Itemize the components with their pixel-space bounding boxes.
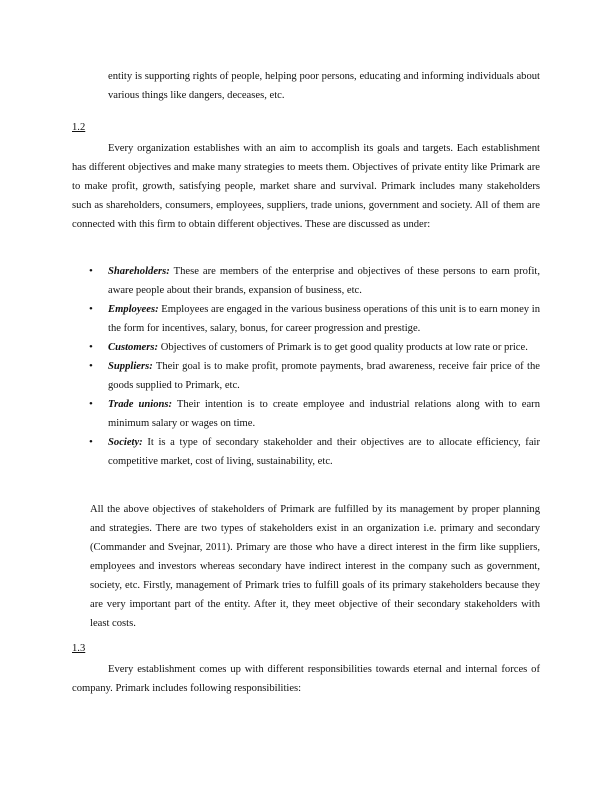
bullet-text: Objectives of customers of Primark is to get good quality products at low rate or price.	[158, 342, 528, 353]
bullet-icon: •	[89, 436, 93, 448]
bullet-item-employees	[89, 300, 540, 338]
bullet-term: Employees:	[108, 304, 159, 315]
bullet-term: Trade unions:	[108, 399, 173, 410]
bullet-icon: •	[89, 303, 93, 315]
section-heading-1-3: 1.3	[72, 643, 86, 654]
bullet-item-shareholders	[89, 262, 540, 300]
bullet-text: Their goal is to make profit, promote payments, brad awareness, receive fair price of the goods supplied to Primark, etc.	[108, 361, 540, 391]
bullet-text: It is a type of secondary stakeholder and their objectives are to allocate efficiency, fair competitive market, cost of living, sustainability, etc.	[108, 437, 540, 467]
intro-continuation-paragraph: entity is supporting rights of people, helping poor persons, educating and informing individuals about various things like dangers, deceases, etc.	[108, 71, 540, 101]
bullet-item-suppliers	[89, 357, 540, 395]
bullet-icon: •	[89, 341, 93, 353]
bullet-icon: •	[89, 360, 93, 372]
section-1-2-paragraph: Every organization establishes with an aim to accomplish its goals and targets. Each establishment has different objectives and make many strategies to meets them. Objectives of private entity like Primark are to make profit, growth, satisfying people, market share and survival. Primark includes many stakeholders such as shareholders, consumers, employees, suppliers, trade unions, government and society. All of them are connected with this firm to obtain different objectives. These are discussed as under:	[72, 143, 540, 230]
section-heading-1-2: 1.2	[72, 122, 86, 133]
bullet-item-society	[89, 433, 540, 471]
bullet-icon: •	[89, 265, 93, 277]
stakeholder-bullet-list	[89, 262, 540, 471]
bullet-item-trade-unions	[89, 395, 540, 433]
section-1-2-closing-paragraph: All the above objectives of stakeholders of Primark are fulfilled by its management by proper planning and strategies. There are two types of stakeholders exist in an organization i.e. primary and secondary (Commander and Svejnar, 2011). Primary are those who have a direct interest in the firm like suppliers, employees and investors whereas secondary have indirect interest in the company such as government, society, etc. Firstly, management of Primark tries to fulfill goals of its primary stakeholders because they are very important part of the entity. After it, they meet objective of their secondary stakeholders with least costs.	[90, 504, 540, 629]
bullet-term: Society:	[108, 437, 143, 448]
bullet-term: Suppliers:	[108, 361, 153, 372]
bullet-text: These are members of the enterprise and objectives of these persons to earn profit, aware people about their brands, expansion of business, etc.	[108, 266, 540, 296]
bullet-term: Shareholders:	[108, 266, 170, 277]
bullet-term: Customers:	[108, 342, 159, 353]
section-1-3-paragraph: Every establishment comes up with different responsibilities towards eternal and internal forces of company. Primark includes following responsibilities:	[72, 664, 540, 694]
bullet-text: Their intention is to create employee and industrial relations along with to earn minimum salary or wages on time.	[108, 399, 540, 429]
bullet-icon: •	[89, 398, 93, 410]
bullet-text: Employees are engaged in the various business operations of this unit is to earn money in the form for incentives, salary, bonus, for career progression and prestige.	[108, 304, 540, 334]
bullet-item-customers	[89, 338, 540, 357]
